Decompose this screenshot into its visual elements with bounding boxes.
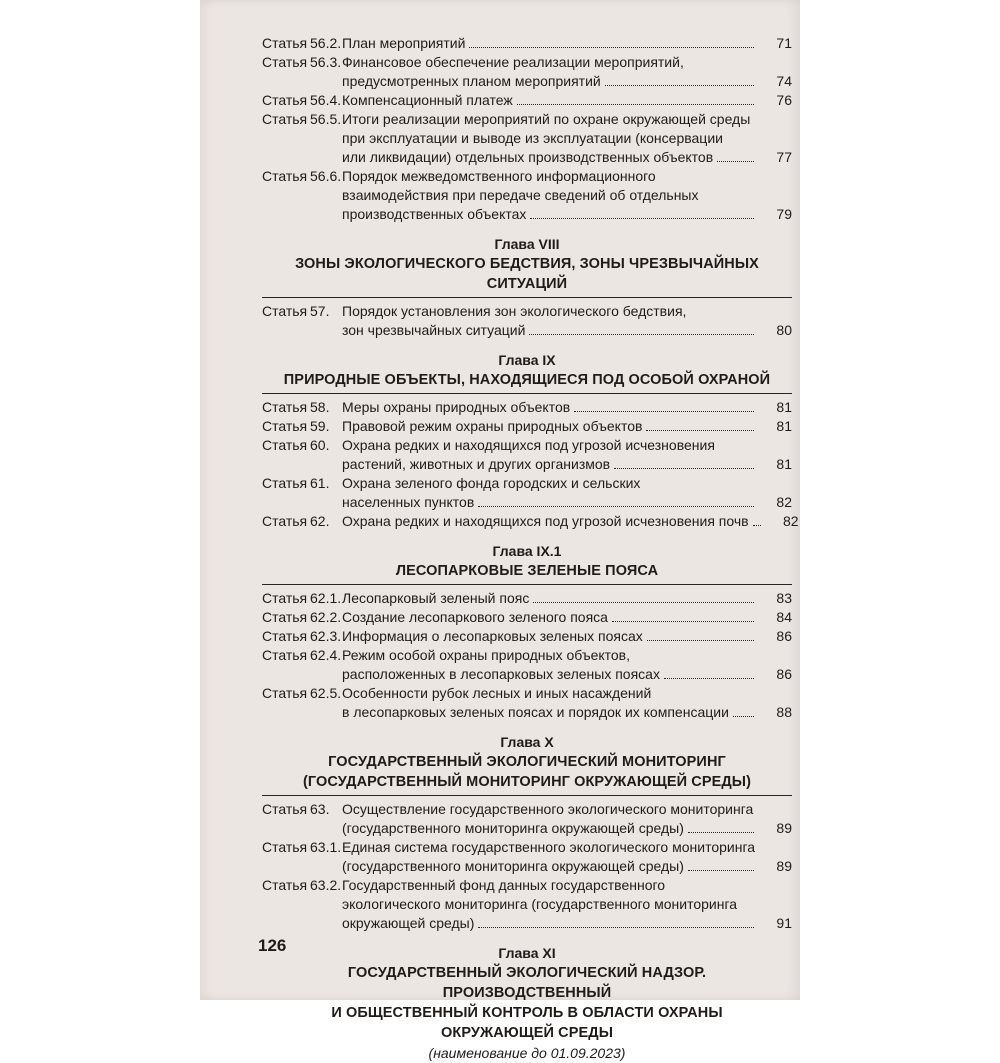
page-ref[interactable]: 91 [776,915,792,931]
article-title-line: Охрана редких и находящихся под угрозой исчезновения [342,437,715,453]
chapter-note: (наименование до 01.09.2023) [428,1045,626,1061]
dot-leader [664,665,754,679]
article-title-line: Компенсационный платеж [342,92,513,108]
page-ref[interactable]: 74 [776,73,792,89]
chapter-divider [262,297,792,298]
page-ref[interactable]: 86 [776,666,792,682]
article-title-line: Режим особой охраны природных объектов, [342,647,631,663]
dot-leader [647,627,754,641]
chapter-heading [262,234,792,294]
page-ref[interactable]: 71 [776,35,792,51]
article-number: 62.1. [310,590,342,606]
article-title-line: Охрана зеленого фонда городских и сельских [342,475,641,491]
toc-entry[interactable] [262,608,792,627]
toc-entry[interactable] [262,167,792,224]
chapter-divider [262,393,792,394]
page-ref[interactable]: 82 [776,494,792,510]
article-label: Статья [262,475,308,491]
article-label: Статья [262,685,308,701]
toc-entry[interactable] [262,627,792,646]
article-number: 56.4. [310,92,342,108]
article-title-line: Правовой режим охраны природных объектов [342,418,643,434]
article-label: Статья [262,399,308,415]
article-number: 62.3. [310,628,342,644]
toc-entry[interactable] [262,800,792,838]
chapter-divider [262,584,792,585]
dot-leader [753,512,761,526]
article-label: Статья [262,590,308,606]
article-label: Статья [262,609,308,625]
article-title-line: Осуществление государственного экологического мониторинга [342,801,754,817]
chapter-title-line: ЗОНЫ ЭКОЛОГИЧЕСКОГО БЕДСТВИЯ, ЗОНЫ ЧРЕЗВЫЧАЙНЫХ СИТУАЦИЙ [295,256,759,292]
article-label: Статья [262,839,308,855]
article-number: 61. [310,475,330,491]
page-ref[interactable]: 82 [783,513,799,529]
article-title-line: населенных пунктов [342,494,475,510]
table-of-contents [262,34,799,1063]
toc-entry[interactable] [262,53,792,91]
toc-entry[interactable] [262,302,792,340]
dot-leader [605,72,754,86]
article-title-line: План мероприятий [342,35,466,51]
article-number: 56.5. [310,111,342,127]
article-title-line: при эксплуатации и выводе из эксплуатации (консервации [342,130,723,146]
article-title-line: окружающей среды) [342,915,475,931]
article-label: Статья [262,647,308,663]
chapter-title-line: ГОСУДАРСТВЕННЫЙ ЭКОЛОГИЧЕСКИЙ МОНИТОРИНГ [328,754,726,770]
article-number: 57. [310,303,330,319]
chapter-title-line: ПРИРОДНЫЕ ОБЪЕКТЫ, НАХОДЯЩИЕСЯ ПОД ОСОБОЙ ОХРАНОЙ [283,372,771,388]
page-ref[interactable]: 84 [776,609,792,625]
page-ref[interactable]: 80 [776,322,792,338]
toc-entry[interactable] [262,876,792,933]
chapter-heading [262,732,792,792]
toc-entry[interactable] [262,512,799,531]
article-title-line: Порядок межведомственного информационного [342,168,656,184]
dot-leader [517,91,754,105]
article-title-line: расположенных в лесопарковых зеленых поясах [342,666,660,682]
chapter-number: Глава VIII [494,236,560,252]
dot-leader [646,417,754,431]
toc-entry[interactable] [262,589,792,608]
chapter-title-line: (ГОСУДАРСТВЕННЫЙ МОНИТОРИНГ ОКРУЖАЮЩЕЙ СРЕДЫ) [302,774,752,790]
article-title-line: зон чрезвычайных ситуаций [342,322,526,338]
page-ref[interactable]: 81 [776,399,792,415]
page-number: 126 [258,936,287,955]
article-number: 56.6. [310,168,342,184]
article-label: Статья [262,513,308,529]
book-page [200,0,800,1061]
dot-leader [688,819,754,833]
page-ref[interactable]: 77 [776,149,792,165]
article-label: Статья [262,801,308,817]
article-title-line: взаимодействия при передаче сведений об отдельных [342,187,699,203]
dot-leader [574,398,754,412]
dot-leader [717,148,754,162]
article-label: Статья [262,628,308,644]
chapter-heading [262,541,792,581]
article-number: 58. [310,399,330,415]
article-number: 62.4. [310,647,342,663]
page-ref[interactable]: 89 [776,858,792,874]
article-title-line: экологического мониторинга (государственного мониторинга [342,896,738,912]
page-ref[interactable]: 83 [776,590,792,606]
toc-entry[interactable] [262,91,792,110]
dot-leader [469,34,754,48]
article-title-line: Создание лесопаркового зеленого пояса [342,609,608,625]
article-number: 59. [310,418,330,434]
article-number: 63. [310,801,330,817]
chapter-number: Глава XI [498,945,556,961]
chapter-heading [262,943,792,1063]
chapter-number: Глава IX [498,352,556,368]
article-title-line: Единая система государственного экологического мониторинга [342,839,756,855]
article-label: Статья [262,54,308,70]
article-label: Статья [262,877,308,893]
dot-leader [530,205,754,219]
article-number: 56.3. [310,54,342,70]
chapter-heading [262,350,792,390]
toc-entry[interactable] [262,417,792,436]
toc-entry[interactable] [262,34,792,53]
article-number: 63.2. [310,877,342,893]
article-title-line: Меры охраны природных объектов [342,399,571,415]
article-title-line: Информация о лесопарковых зеленых поясах [342,628,643,644]
article-title-line: Особенности рубок лесных и иных насаждений [342,685,652,701]
article-label: Статья [262,111,308,127]
article-title-line: Итоги реализации мероприятий по охране окружающей среды [342,111,751,127]
toc-entry[interactable] [262,646,792,684]
article-label: Статья [262,303,308,319]
article-title-line: Охрана редких и находящихся под угрозой исчезновения почв [342,513,749,529]
article-title-line: производственных объектах [342,206,527,222]
article-number: 56.2. [310,35,342,51]
article-label: Статья [262,92,308,108]
chapter-title-line: ЛЕСОПАРКОВЫЕ ЗЕЛЕНЫЕ ПОЯСА [395,563,659,579]
article-label: Статья [262,168,308,184]
page-ref[interactable]: 89 [776,820,792,836]
article-title-line: Финансовое обеспечение реализации мероприятий, [342,54,684,70]
toc-entry[interactable] [262,436,792,474]
article-number: 60. [310,437,330,453]
dot-leader [612,608,754,622]
article-number: 62.5. [310,685,342,701]
chapter-number: Глава IX.1 [492,543,562,559]
article-label: Статья [262,437,308,453]
chapter-title-line: ОКРУЖАЮЩЕЙ СРЕДЫ [441,1025,613,1041]
page-ref[interactable]: 81 [776,418,792,434]
article-label: Статья [262,418,308,434]
page-ref[interactable]: 76 [776,92,792,108]
article-label: Статья [262,35,308,51]
page-ref[interactable]: 81 [776,456,792,472]
article-number: 63.1. [310,839,342,855]
chapter-divider [262,795,792,796]
article-title-line: (государственного мониторинга окружающей среды) [342,858,684,874]
page-ref[interactable]: 86 [776,628,792,644]
article-title-line: растений, животных и других организмов [342,456,611,472]
article-title-line: Лесопарковый зеленый пояс [342,590,530,606]
article-title-line: или ликвидации) отдельных производственных объектов [342,149,714,165]
toc-entry[interactable] [262,110,792,167]
toc-entry[interactable] [262,474,792,512]
page-ref[interactable]: 79 [776,206,792,222]
article-title-line: предусмотренных планом мероприятий [342,73,601,89]
toc-entry[interactable] [262,838,792,876]
article-title-line: Государственный фонд данных государственного [342,877,666,893]
page-ref[interactable]: 88 [776,704,792,720]
article-title-line: в лесопарковых зеленых поясах и порядок их компенсации [342,704,729,720]
article-number: 62.2. [310,609,342,625]
article-title-line: Порядок установления зон экологического бедствия, [342,303,687,319]
chapter-title-line: И ОБЩЕСТВЕННЫЙ КОНТРОЛЬ В ОБЛАСТИ ОХРАНЫ [331,1005,723,1021]
article-number: 62. [310,513,330,529]
dot-leader [533,589,754,603]
toc-entry[interactable] [262,684,792,722]
dot-leader [688,857,754,871]
dot-leader [478,914,754,928]
dot-leader [529,321,754,335]
chapter-number: Глава X [500,734,554,750]
toc-entry[interactable] [262,398,792,417]
dot-leader [614,455,754,469]
article-title-line: (государственного мониторинга окружающей среды) [342,820,684,836]
dot-leader [478,493,754,507]
chapter-title-line: ГОСУДАРСТВЕННЫЙ ЭКОЛОГИЧЕСКИЙ НАДЗОР. ПРОИЗВОДСТВЕННЫЙ [347,965,707,1001]
dot-leader [733,703,754,717]
